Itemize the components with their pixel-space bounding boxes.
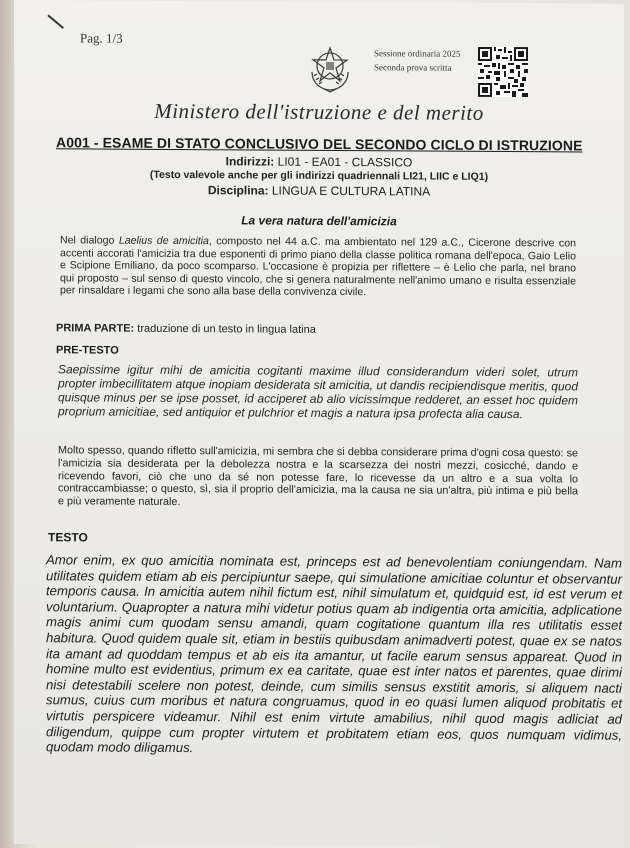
- italian-republic-emblem-icon: [306, 42, 354, 94]
- work-title: Laelius de amicitia: [118, 234, 209, 248]
- intro-text-rest: , composto nel 44 a.C. ma ambientato nel 129 a.C., Cicerone descrive con accenti accorati l'amicizia tra due esponenti di primo piano della classe politica romana dell'epoca, Gaio Lelio e Scipione Emiliano, da poco scomparso. L'occasione è propizia per riflettere – è Lelio che parla, nel brano qui proposto – sul senso di questo vincolo, che si genera naturalmente nell'animo umano e risulta essenziale per rinsaldare i legami che sono alla base della convivenza civile.: [60, 235, 577, 299]
- testo-label: TESTO: [48, 530, 88, 545]
- qr-code-icon: [478, 47, 528, 97]
- testo-latin: Amor enim, ex quo amicitia nominata est, princeps est ad benevolentiam coniungendam. Nam utilitates quidem etiam ab eis percipiuntur saepe, qui simulatione amicitiae coluntur et observantur temporis causa. In amicitia autem nihil fictum est, nihil simulatum et, quidquid est, id est verum et voluntarium. Quapropter a natura mihi videtur potius quam ab indigentia orta amicitia, adplicatione magis animi cum quodam sensu amandi, quam cogitatione quantum illa res utilitatis esset habitura. Quod quidem quale sit, etiam in bestiis quibusdam animadverti potest, quae ex se natos ita amant ad quoddam tempus et ab eis ita amantur, ut facile earum sensus appareat. Quod in homine multo est evidentius, primum ex ea caritate, quae est inter natos et parentes, quae dirimi nisi detestabili scelere non potest, deinde, cum similis sensus exstitit amoris, si aliquem nacti sumus, cuius cum moribus et natura congruamus, quod in eo quasi lumen aliquod probitatis et virtutis perspicere videamur. Nihil est enim virtute amabilius, nihil quod magis adliciat ad diligendum, quippe cum propter virtutem et probitatem etiam eos, quos numquam vidimus, quodam modo diligamus.: [46, 552, 622, 756]
- section-title: La vera natura dell'amicizia: [241, 213, 397, 229]
- prima-parte-text: traduzione di un testo in lingua latina: [134, 322, 316, 336]
- disciplina-line: [14, 182, 624, 200]
- indirizzi-label: Indirizzi:: [225, 154, 275, 169]
- intro-paragraph: [60, 234, 576, 300]
- session-line: Sessione ordinaria 2025: [374, 48, 461, 59]
- pretesto-latin: Saepissime igitur mihi de amicitia cogitanti maxime illud considerandum videri solet, utrum propter imbecillitatem atque inopiam desiderata sit amicitia, ut dandis recipiendisque meritis, quod quisque minus per se ipse posset, id acciperet ab alio vicissimque redderet, an esset hoc quidem proprium amicitiae, sed antiquior et pulchrior et magis a natura ipsa profecta alia causa.: [58, 362, 578, 422]
- pretesto-label: PRE-TESTO: [56, 344, 119, 357]
- indirizzi-value: LI01 - EA01 - CLASSICO: [277, 154, 413, 170]
- session-info: [374, 46, 460, 75]
- prima-parte-line: [56, 322, 316, 336]
- exam-title: A001 - ESAME DI STATO CONCLUSIVO DEL SECONDO CICLO DI ISTRUZIONE: [56, 134, 583, 154]
- disciplina-value: LINGUA E CULTURA LATINA: [271, 183, 431, 199]
- pretesto-italian: Molto spesso, quando rifletto sull'amicizia, mi sembra che si debba considerare prima d'ogni cosa questo: se l'amicizia sia desiderata per la debolezza nostra e la scarsezza dei nostri mezzi, cosicché, dando e ricevendo favori, ciò che uno da sé non potesse fare, lo ricevesse da un altro e a sua volta lo contraccambiasse; o questo, sì, sia il proprio dell'amicizia, ma la causa ne sia un'altra, più intima e più bella e più veramente naturale.: [58, 444, 578, 509]
- exam-sheet: [14, 0, 624, 848]
- pen-mark: [47, 14, 64, 28]
- exam-test-line: Seconda prova scritta: [374, 62, 452, 73]
- prima-parte-label: PRIMA PARTE:: [56, 322, 135, 335]
- disciplina-label: Disciplina:: [207, 183, 269, 198]
- ministry-heading: Ministero dell'istruzione e del merito: [154, 98, 484, 125]
- intro-text-start: Nel dialogo: [60, 234, 119, 247]
- validity-note: (Testo valevole anche per gli indirizzi quadriennali LI21, LIIC e LIQ1): [149, 168, 489, 183]
- page-number: Pag. 1/3: [80, 30, 123, 46]
